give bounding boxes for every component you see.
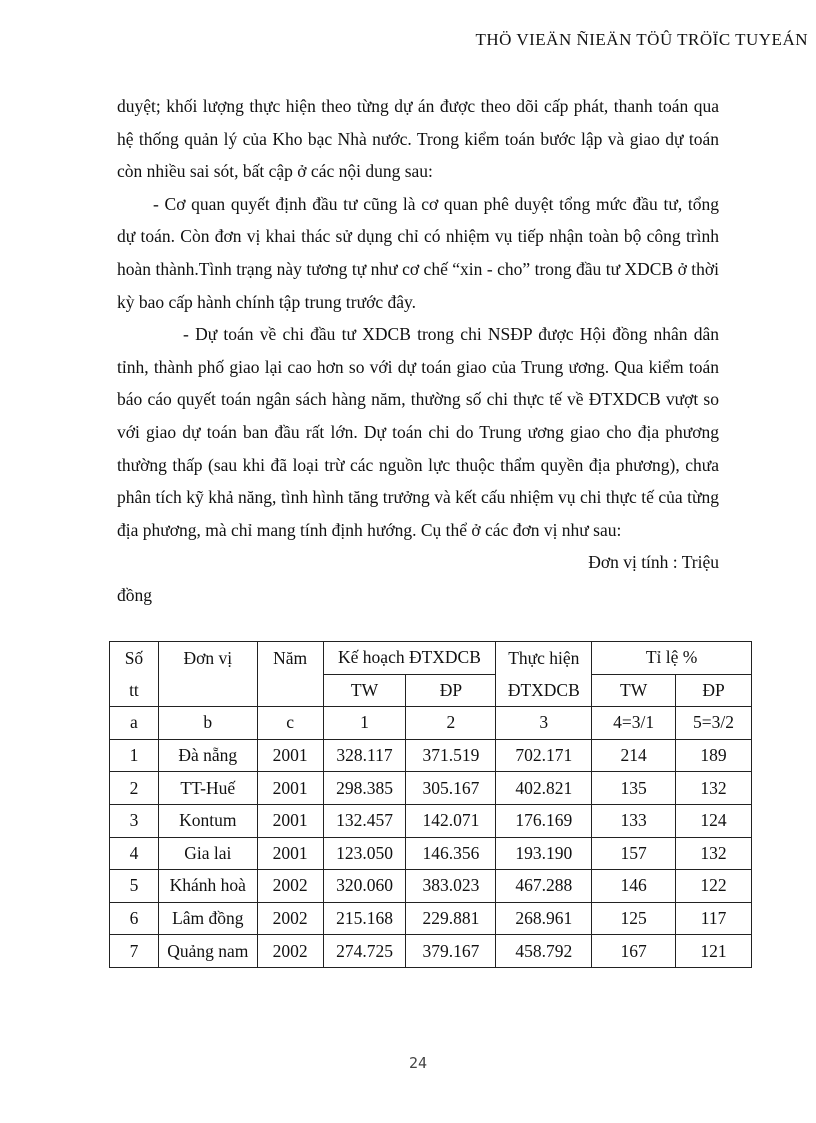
table-cell: 2	[110, 772, 159, 805]
table-cell: 2001	[257, 804, 323, 837]
table-cell: 6	[110, 902, 159, 935]
table-cell: 5=3/2	[676, 707, 752, 740]
table-row	[110, 902, 752, 935]
table-cell: 3	[496, 707, 592, 740]
table-cell: 135	[592, 772, 676, 805]
table-cell: 132	[676, 772, 752, 805]
paragraph-3: - Dự toán về chi đầu tư XDCB trong chi NSĐP được Hội đồng nhân dân tỉnh, thành phố giao lại cao hơn so với dự toán giao của Trung ương. Qua kiểm toán báo cáo quyết toán ngân sách hàng năm, thường số chi thực tế về ĐTXDCB vượt so với giao dự toán ban đầu rất lớn. Dự toán chi do Trung ương giao cho địa phương thường thấp (sau khi đã loại trừ các nguồn lực thuộc thẩm quyền địa phương), chưa phân tích kỹ khả năng, tình hình tăng trưởng và kết cấu nhiệm vụ chi thực tế của từng địa phương, mà chỉ mang tính định hướng. Cụ thể ở các đơn vị như sau:	[117, 324, 719, 540]
table-cell: 125	[592, 902, 676, 935]
table-cell: 176.169	[496, 804, 592, 837]
table-cell: 142.071	[406, 804, 496, 837]
header-ke-hoach: Kế hoạch ĐTXDCB	[323, 642, 496, 675]
table-cell: c	[257, 707, 323, 740]
table-row	[110, 739, 752, 772]
header-tl-dp: ĐP	[676, 674, 752, 707]
header-don-vi: Đơn vị	[158, 642, 257, 675]
table-cell: 123.050	[323, 837, 406, 870]
table-cell: 4=3/1	[592, 707, 676, 740]
table-cell: 214	[592, 739, 676, 772]
table-cell: Gia lai	[158, 837, 257, 870]
table-cell: Lâm đồng	[158, 902, 257, 935]
table-cell: 274.725	[323, 935, 406, 968]
table-cell: 122	[676, 870, 752, 903]
table-cell: 2001	[257, 772, 323, 805]
table-cell: 3	[110, 804, 159, 837]
table-cell: 2001	[257, 837, 323, 870]
header-thuc-hien: Thực hiện	[496, 642, 592, 675]
table-cell: a	[110, 707, 159, 740]
table-cell: 383.023	[406, 870, 496, 903]
table-cell: Đà nẵng	[158, 739, 257, 772]
table-cell: 133	[592, 804, 676, 837]
table-cell: 2002	[257, 902, 323, 935]
table-cell: 458.792	[496, 935, 592, 968]
table-cell: 402.821	[496, 772, 592, 805]
table-cell: 2002	[257, 935, 323, 968]
table-cell: TT-Huế	[158, 772, 257, 805]
table-cell: 2001	[257, 739, 323, 772]
header-nam-cont	[257, 674, 323, 707]
body-text	[117, 90, 719, 612]
table-cell: 2002	[257, 870, 323, 903]
table-cell: 467.288	[496, 870, 592, 903]
table-cell: 1	[323, 707, 406, 740]
page-number: 24	[408, 1054, 428, 1072]
table-cell: 117	[676, 902, 752, 935]
table-row	[110, 804, 752, 837]
table-cell: 132	[676, 837, 752, 870]
header-tt: tt	[110, 674, 159, 707]
page-header-title: THÖ VIEÄN ÑIEÄN TÖÛ TRÖÏC TUYEÁN	[475, 30, 808, 49]
table-row	[110, 772, 752, 805]
table-index-row	[110, 707, 752, 740]
table-cell: 268.961	[496, 902, 592, 935]
table-cell: Quảng nam	[158, 935, 257, 968]
table-cell: 305.167	[406, 772, 496, 805]
paragraph-2: - Cơ quan quyết định đầu tư cũng là cơ quan phê duyệt tổng mức đầu tư, tổng dự toán. Còn đơn vị khai thác sử dụng chỉ có nhiệm vụ tiếp nhận toàn bộ công trình hoàn thành.Tình trạng này tương tự như cơ chế “xin - cho” trong đầu tư XDCB ở thời kỳ bao cấp hành chính tập trung trước đây.	[117, 193, 719, 312]
table-cell: 379.167	[406, 935, 496, 968]
table-header-row-1	[110, 642, 752, 675]
table-row	[110, 870, 752, 903]
table-cell: 189	[676, 739, 752, 772]
table-cell: 4	[110, 837, 159, 870]
table-cell: 167	[592, 935, 676, 968]
unit-label-continued: đồng	[117, 584, 152, 605]
table-cell: 7	[110, 935, 159, 968]
table-header-row-2	[110, 674, 752, 707]
table-cell: 1	[110, 739, 159, 772]
header-don-vi-cont	[158, 674, 257, 707]
header-tl-tw: TW	[592, 674, 676, 707]
table-cell: 146.356	[406, 837, 496, 870]
header-ti-le: Tỉ lệ %	[592, 642, 752, 675]
header-so: Số	[110, 642, 159, 675]
table-cell: b	[158, 707, 257, 740]
table-cell: 124	[676, 804, 752, 837]
table-cell: 132.457	[323, 804, 406, 837]
table-cell: 371.519	[406, 739, 496, 772]
table-cell: 298.385	[323, 772, 406, 805]
table-cell: 2	[406, 707, 496, 740]
table-cell: 702.171	[496, 739, 592, 772]
table-cell: Kontum	[158, 804, 257, 837]
table-cell: 157	[592, 837, 676, 870]
table-row	[110, 935, 752, 968]
header-tw: TW	[323, 674, 406, 707]
header-nam: Năm	[257, 642, 323, 675]
table-cell: 320.060	[323, 870, 406, 903]
table-cell: 5	[110, 870, 159, 903]
unit-label: Đơn vị tính : Triệu	[588, 552, 719, 573]
header-thuc-hien-cont: ĐTXDCB	[496, 674, 592, 707]
table-cell: 328.117	[323, 739, 406, 772]
data-table	[109, 641, 752, 968]
table-cell: Khánh hoà	[158, 870, 257, 903]
header-dp: ĐP	[406, 674, 496, 707]
table-cell: 193.190	[496, 837, 592, 870]
table-cell: 229.881	[406, 902, 496, 935]
table-row	[110, 837, 752, 870]
paragraph-1: duyệt; khối lượng thực hiện theo từng dự án được theo dõi cấp phát, thanh toán qua hệ thống quản lý của Kho bạc Nhà nước. Trong kiểm toán bước lập và giao dự toán còn nhiều sai sót, bất cập ở các nội dung sau:	[117, 96, 719, 182]
table-cell: 146	[592, 870, 676, 903]
table-cell: 215.168	[323, 902, 406, 935]
table-cell: 121	[676, 935, 752, 968]
